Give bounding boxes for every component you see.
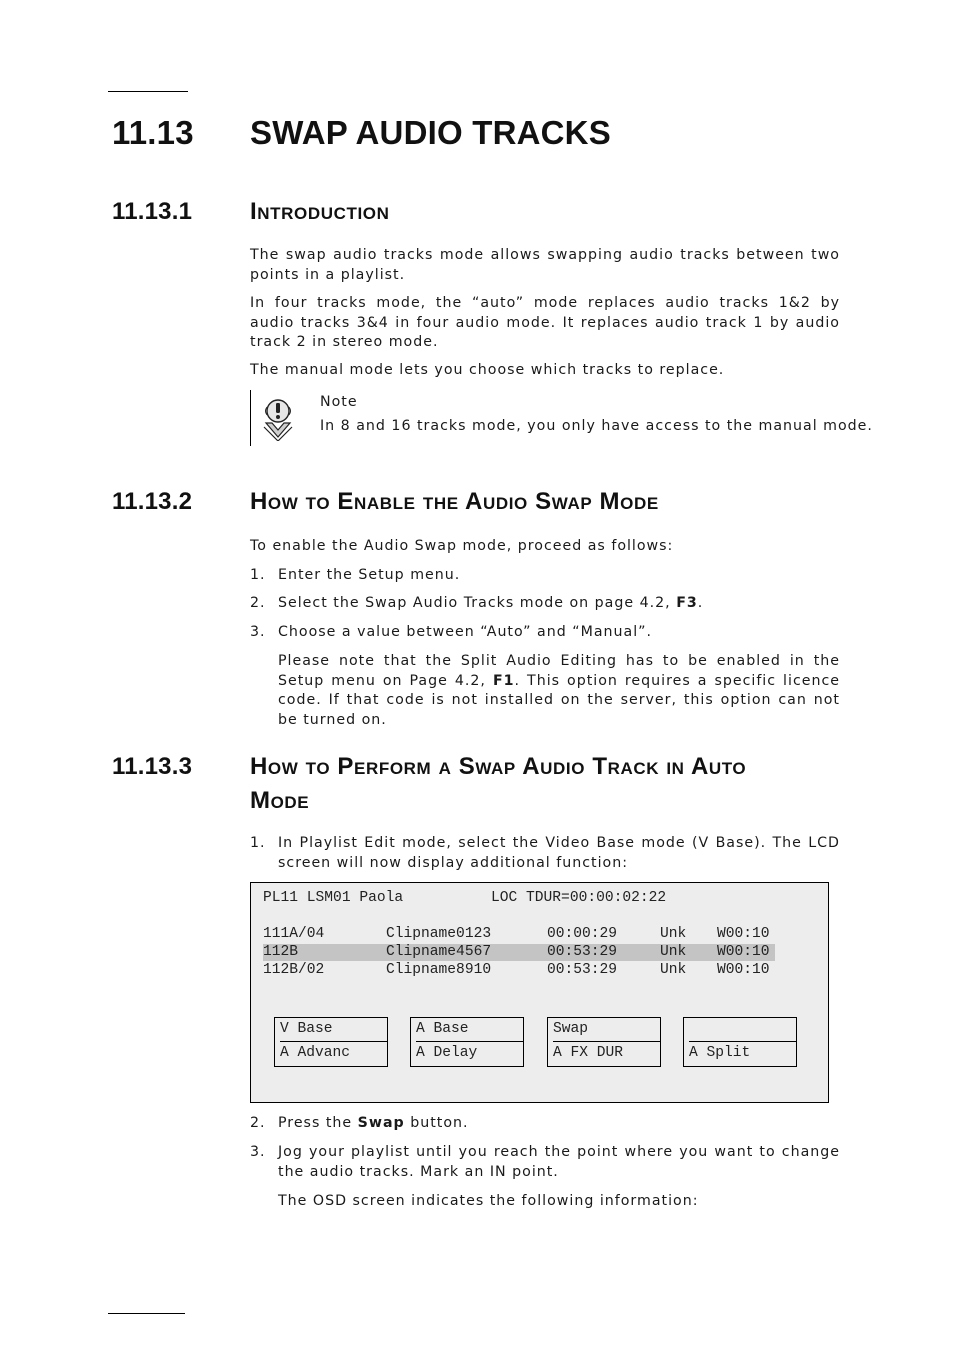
fkey-a-base[interactable]: A Base <box>416 1018 523 1042</box>
fkey-a-fx-dur[interactable]: A FX DUR <box>553 1045 624 1061</box>
perform-step-3: 3. Jog your playlist until you reach the point where you want to change the audio tracks. Mark an IN point. <box>250 1144 840 1180</box>
warning-note-icon <box>260 397 296 445</box>
fkey-box-3[interactable] <box>547 1017 661 1067</box>
intro-number: 11.13.1 <box>112 198 193 225</box>
note-text: In 8 and 16 tracks mode, you only have access to the manual mode. <box>320 418 873 434</box>
lcd-row-selected: 112B Clipname4567 00:53:29 Unk W00:10 <box>263 944 775 961</box>
lcd-header-left: PL11 LSM01 Paola <box>263 890 404 906</box>
fkey-empty[interactable] <box>689 1018 796 1042</box>
enable-title: How to Enable the Audio Swap Mode <box>250 488 659 515</box>
section-heading <box>112 114 611 152</box>
intro-paragraph-2: In four tracks mode, the “auto” mode replaces audio tracks 1&2 by audio tracks 3&4 in four audio mode. It replaces audio track 1 by audio track 2 in stereo mode. <box>250 295 840 350</box>
header-rule <box>108 91 188 92</box>
swap-key: Swap <box>357 1115 405 1131</box>
fkey-box-2[interactable] <box>410 1017 524 1067</box>
section-title: SWAP AUDIO TRACKS <box>250 114 611 151</box>
perform-step-2: 2. Press the Swap button. <box>250 1115 469 1131</box>
footer-rule <box>108 1313 185 1314</box>
perform-title-line1: How to Perform a Swap Audio Track in Auto <box>250 753 747 780</box>
perform-step-3-note: The OSD screen indicates the following information: <box>278 1193 699 1209</box>
note-label: Note <box>320 394 358 410</box>
lcd-header-right: LOC TDUR=00:00:02:22 <box>491 890 667 906</box>
intro-title: Introduction <box>250 198 390 225</box>
fkey-a-delay[interactable]: A Delay <box>416 1045 478 1061</box>
fkey-box-1[interactable] <box>274 1017 388 1067</box>
lcd-row: 112B/02 Clipname8910 00:53:29 Unk W00:10 <box>263 962 770 978</box>
section-number: 11.13 <box>112 114 194 151</box>
intro-paragraph-1: The swap audio tracks mode allows swapping audio tracks between two points in a playlist. <box>250 247 840 283</box>
perform-step-1: 1. In Playlist Edit mode, select the Video Base mode (V Base). The LCD screen will now display additional function: <box>250 835 840 871</box>
fkey-swap[interactable]: Swap <box>553 1018 660 1042</box>
enable-step-2: 2. Select the Swap Audio Tracks mode on page 4.2, F3. <box>250 595 704 611</box>
lcd-row: 111A/04 Clipname0123 00:00:29 Unk W00:10 <box>263 926 770 942</box>
f3-key: F3 <box>676 595 698 611</box>
enable-step-3: 3. Choose a value between “Auto” and “Manual”. <box>250 624 652 640</box>
fkey-a-advanc[interactable]: A Advanc <box>280 1045 351 1061</box>
fkey-v-base[interactable]: V Base <box>280 1018 387 1042</box>
enable-note: Please note that the Split Audio Editing has to be enabled in the Setup menu on Page 4.2, F1. This option requires a specific licence code. If that code is not installed on the server, this option can not be turned on. <box>278 653 840 728</box>
fkey-box-4[interactable] <box>683 1017 797 1067</box>
lcd-screen <box>250 882 829 1103</box>
note-bar <box>250 390 251 446</box>
enable-step-1: 1. Enter the Setup menu. <box>250 567 461 583</box>
intro-paragraph-3: The manual mode lets you choose which tracks to replace. <box>250 362 725 378</box>
enable-intro: To enable the Audio Swap mode, proceed as follows: <box>250 538 674 554</box>
fkey-a-split[interactable]: A Split <box>689 1045 751 1061</box>
perform-title-line2: Mode <box>250 787 310 814</box>
perform-number: 11.13.3 <box>112 753 193 780</box>
enable-number: 11.13.2 <box>112 488 193 515</box>
f1-key: F1 <box>492 672 515 689</box>
